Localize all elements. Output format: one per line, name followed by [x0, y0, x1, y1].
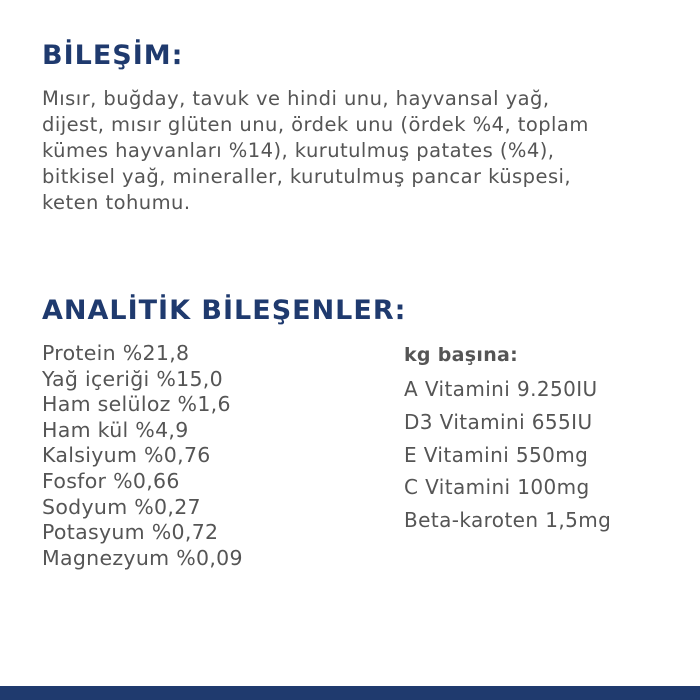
analytic-item-crude-fiber: Ham selüloz %1,6 [42, 392, 231, 417]
analytic-components-title: ANALİTİK BİLEŞENLER: [42, 295, 407, 326]
vitamin-item-c: C Vitamini 100mg [404, 475, 590, 500]
vitamin-item-d3: D3 Vitamini 655IU [404, 409, 593, 434]
analytic-item-fat: Yağ içeriği %15,0 [42, 366, 223, 391]
composition-text: Mısır, buğday, tavuk ve hindi unu, hayvansal yağ, dijest, mısır glüten unu, ördek unu (ördek %4, toplam kümes hayvanları %14), kurutulmuş patates (%4), bitkisel yağ, mineraller, kurutulmuş pancar küspesi, keten tohumu. [42, 87, 589, 214]
vitamin-list [404, 373, 611, 537]
analytic-item-potassium: Potasyum %0,72 [42, 520, 219, 545]
analytic-item-magnesium: Magnezyum %0,09 [42, 545, 243, 570]
vitamin-item-e: E Vitamini 550mg [404, 442, 589, 467]
analytic-item-phosphorus: Fosfor %0,66 [42, 468, 180, 493]
vitamin-item-beta-carotene: Beta-karoten 1,5mg [404, 508, 612, 533]
analytic-item-crude-ash: Ham kül %4,9 [42, 417, 189, 442]
vitamin-item-a: A Vitamini 9.250IU [404, 377, 598, 401]
analytic-components-list [42, 341, 243, 571]
footer-bar [0, 686, 700, 700]
analytic-item-calcium: Kalsiyum %0,76 [42, 443, 211, 468]
composition-title: BİLEŞİM: [42, 40, 184, 71]
analytic-item-protein: Protein %21,8 [42, 341, 190, 365]
analytic-item-sodium: Sodyum %0,27 [42, 494, 201, 519]
per-kg-heading: kg başına: [404, 344, 519, 366]
